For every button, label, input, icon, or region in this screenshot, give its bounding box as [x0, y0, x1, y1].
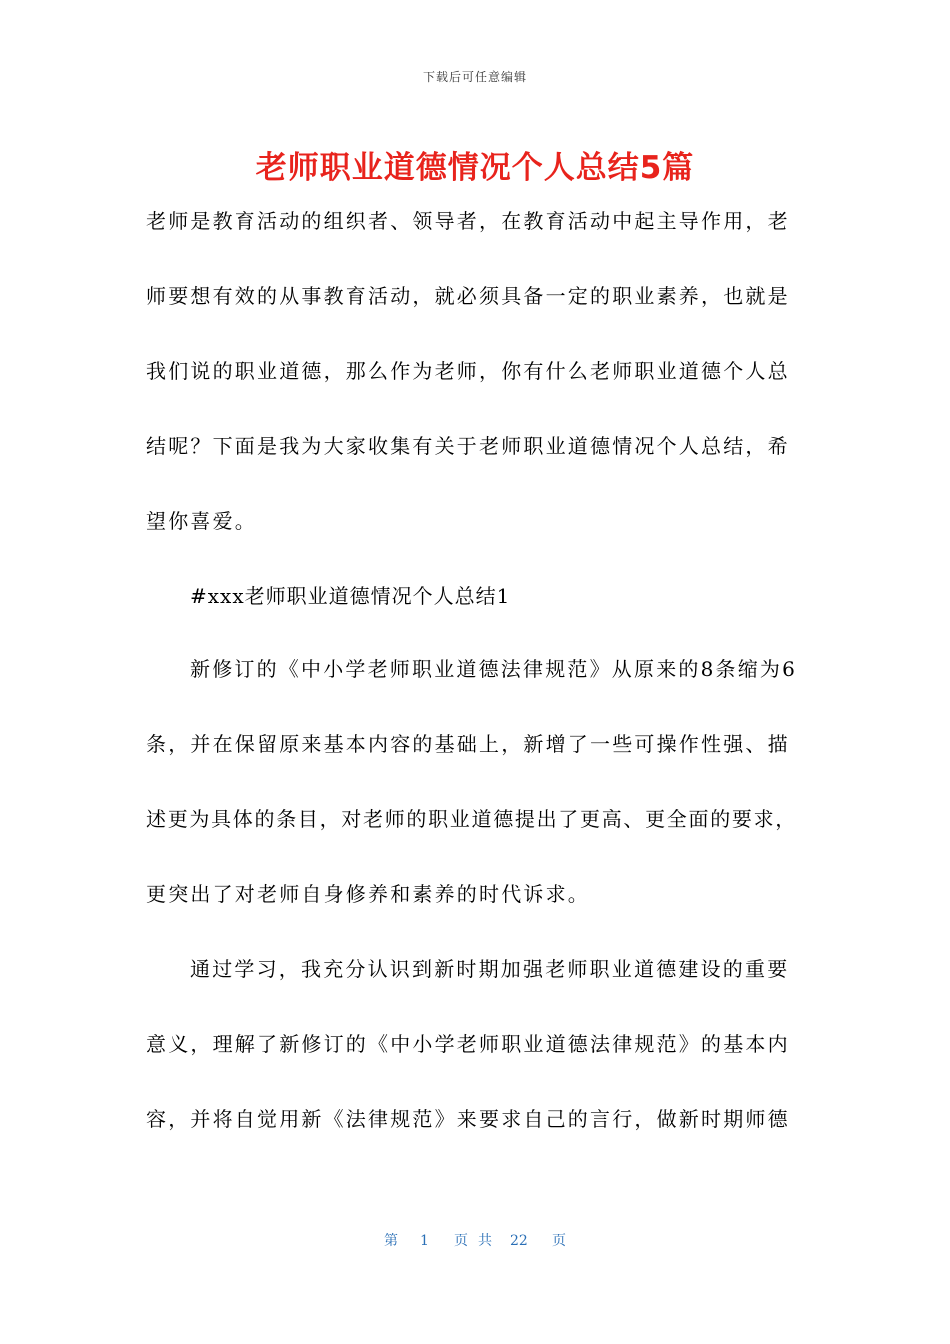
body-line-9: 述更为具体的条目，对老师的职业道德提出了更高、更全面的要求， [146, 807, 797, 831]
footer-gong: 共 [478, 1233, 492, 1249]
body-line-1: 老师是教育活动的组织者、领导者，在教育活动中起主导作用，老 [146, 209, 790, 233]
footer-di: 第 [384, 1233, 398, 1249]
footer-page-number: 1 [420, 1233, 429, 1249]
body-line-7: 新修订的《中小学老师职业道德法律规范》从原来的8条缩为6 [190, 657, 798, 681]
footer-total-pages: 22 [510, 1233, 528, 1249]
body-line-11: 通过学习，我充分认识到新时期加强老师职业道德建设的重要 [190, 957, 790, 981]
body-line-10: 更突出了对老师自身修养和素养的时代诉求。 [146, 882, 590, 906]
body-line-13: 容，并将自觉用新《法律规范》来要求自己的言行，做新时期师德 [146, 1107, 790, 1131]
body-line-8: 条，并在保留原来基本内容的基础上，新增了一些可操作性强、描 [146, 732, 790, 756]
footer-ye: 页 [454, 1233, 468, 1249]
document-title: 老师职业道德情况个人总结5篇 [255, 150, 695, 186]
footer-ye-2: 页 [552, 1233, 566, 1249]
header-note: 下载后可任意编辑 [422, 70, 527, 84]
body-line-4: 结呢？下面是我为大家收集有关于老师职业道德情况个人总结，希 [146, 434, 790, 458]
body-line-2: 师要想有效的从事教育活动，就必须具备一定的职业素养，也就是 [146, 284, 790, 308]
page-footer [384, 1230, 566, 1250]
body-line-3: 我们说的职业道德，那么作为老师，你有什么老师职业道德个人总 [146, 359, 790, 383]
body-line-5: 望你喜爱。 [146, 509, 257, 533]
section-heading-1: #xxx老师职业道德情况个人总结1 [190, 584, 511, 608]
body-line-12: 意义，理解了新修订的《中小学老师职业道德法律规范》的基本内 [146, 1032, 790, 1056]
